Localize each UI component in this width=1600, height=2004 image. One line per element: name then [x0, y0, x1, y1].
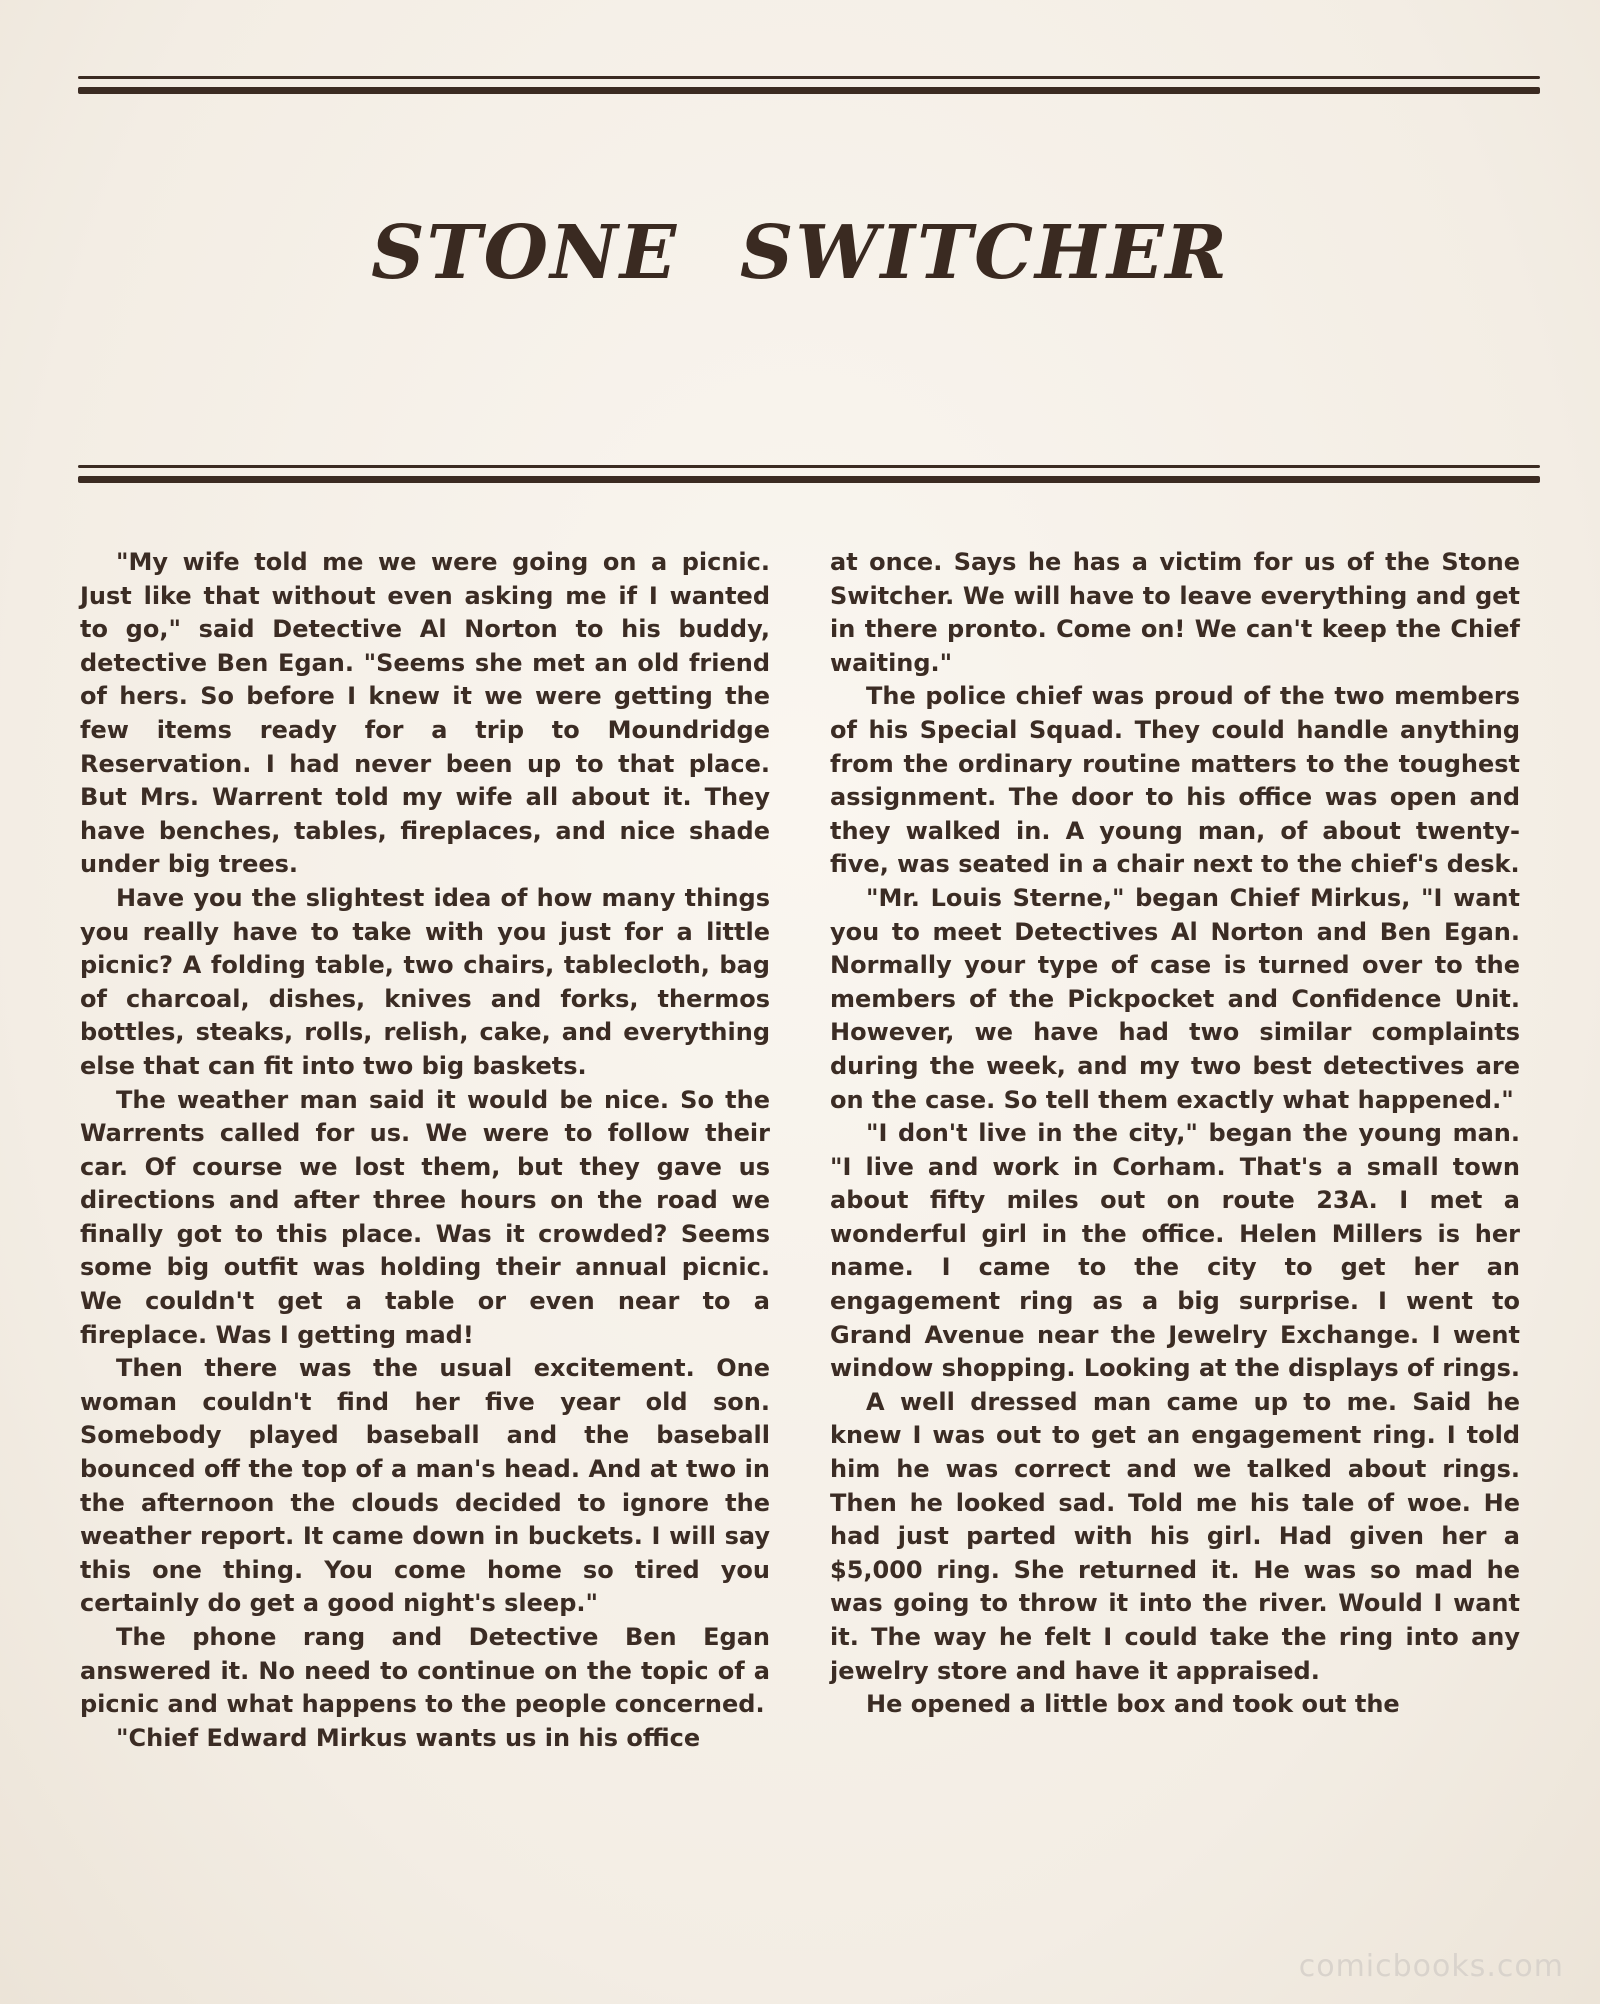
paragraph: He opened a little box and took out the — [866, 1690, 1400, 1719]
left-text-column — [80, 546, 770, 1755]
paragraph: The weather man said it would be nice. So the Warrents called for us. We were to follow their car. Of course we lost them, but they gave us directions and after three hours on the road we finally got to this place. Was it crowded? Seems some big outfit was holding their annual picnic. We couldn't get a table or even near to a fireplace. Was I getting mad! — [80, 1085, 770, 1349]
paragraph: "Mr. Louis Sterne," began Chief Mirkus, "I want you to meet Detectives Al Norton and Ben Egan. Normally your type of case is turned over to the members of the Pickpocket and Confidence Unit. However, we have had two similar complaints during the week, and my two best detectives are on the case. So tell them exactly what happened." — [830, 883, 1520, 1114]
watermark: comicbooks.com — [1298, 1949, 1564, 1984]
bottom-double-rule — [78, 465, 1540, 483]
paragraph: The phone rang and Detective Ben Egan answered it. No need to continue on the topic of a picnic and what happens to the people concerned. — [80, 1623, 770, 1719]
top-double-rule — [78, 76, 1540, 94]
right-text-column — [830, 546, 1520, 1722]
paragraph: Then there was the usual excitement. One woman couldn't find her five year old son. Somebody played baseball and the baseball bounced off the top of a man's head. And at two in the afternoon the clouds decided to ignore the weather report. It came down in buckets. I will say this one thing. You come home so tired you certainly do get a good night's sleep." — [80, 1354, 770, 1618]
article-title: STONE SWITCHER — [371, 210, 1229, 296]
paragraph: "I don't live in the city," began the young man. "I live and work in Corham. That's a small town about fifty miles out on route 23A. I met a wonderful girl in the office. Helen Millers is her name. I came to the city to get her an engagement ring as a big surprise. I went to Grand Avenue near the Jewelry Exchange. I went window shopping. Looking at the displays of rings. — [830, 1119, 1521, 1383]
paragraph: A well dressed man came up to me. Said he knew I was out to get an engagement ring. I told him he was correct and we talked about rings. Then he looked sad. Told me his tale of woe. He had just parted with his girl. Had given her a $5,000 ring. She returned it. He was so mad he was going to throw it into the river. Would I want it. The way he felt I could take the ring into any jewelry store and have it appraised. — [830, 1387, 1520, 1685]
paragraph: "Chief Edward Mirkus wants us in his office — [116, 1723, 701, 1752]
paragraph: The police chief was proud of the two members of his Special Squad. They could handle anything from the ordinary routine matters to the toughest assignment. The door to his office was open and they walked in. A young man, of about twenty-five, was seated in a chair next to the chief's desk. — [830, 682, 1520, 879]
paragraph: "My wife told me we were going on a picnic. Just like that without even asking me if I wanted to go," said Detective Al Norton to his buddy, detective Ben Egan. "Seems she met an old friend of hers. So before I knew it we were getting the few items ready for a trip to Moundridge Reservation. I had never been up to that place. But Mrs. Warrent told my wife all about it. They have benches, tables, fireplaces, and nice shade under big trees. — [80, 548, 770, 879]
paragraph: Have you the slightest idea of how many things you really have to take with you just for a little picnic? A folding table, two chairs, tablecloth, bag of charcoal, dishes, knives and forks, thermos bottles, steaks, rolls, relish, cake, and everything else that can fit into two big baskets. — [80, 883, 770, 1080]
paragraph-continuation: at once. Says he has a victim for us of the Stone Switcher. We will have to leave everything and get in there pronto. Come on! We can't keep the Chief waiting." — [830, 548, 1520, 677]
